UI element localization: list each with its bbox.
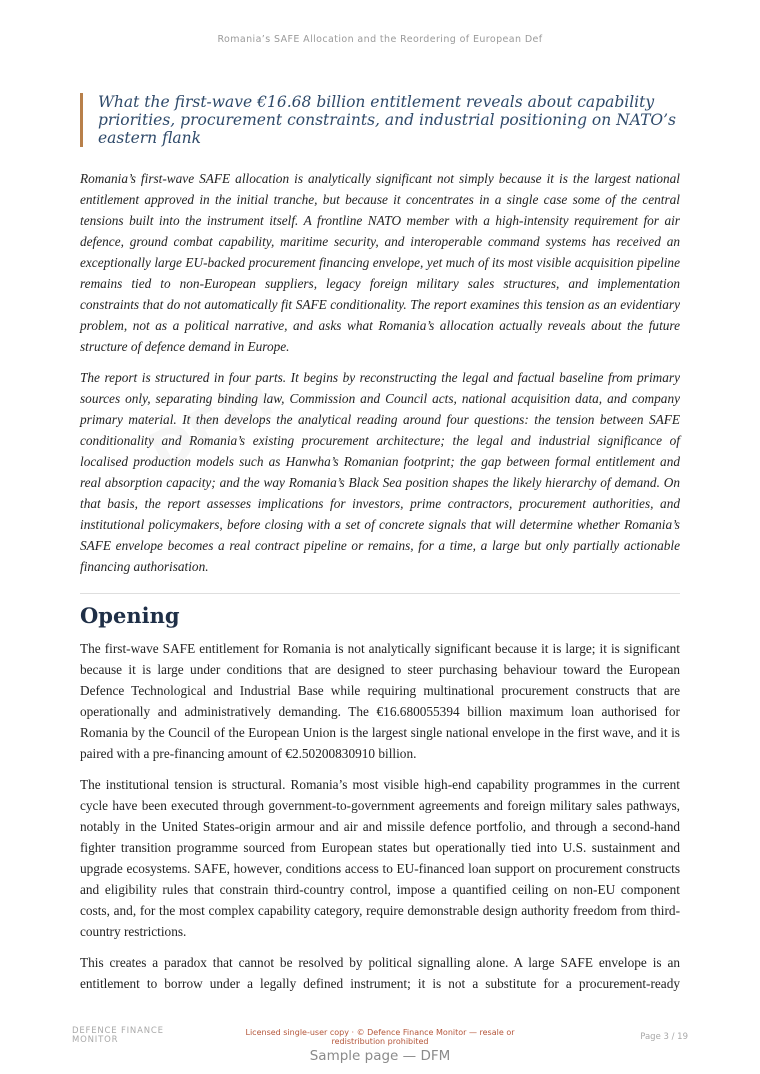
abstract-paragraph: The report is structured in four parts. It begins by reconstructing the legal and factual baseline from primary sources only, separating binding law, Commission and Council acts, national acquisition data, and company primary material. It then develops the analytical reading around four questions: the tension between SAFE conditionality and Romania’s existing procurement architecture; the legal and industrial significance of localised production models such as Hanwha’s Romanian footprint; the gap between formal entitlement and real absorption capacity; and the way Romania’s Black Sea position shapes the likely hierarchy of demand. On that basis, the report assesses implications for investors, prime contractors, procurement authorities, and institutional policymakers, before closing with a set of concrete signals that will determine whether Romania’s SAFE envelope becomes a real contract pipeline or remains, for a time, a large but only partially actionable financing authorisation.	[80, 370, 680, 574]
abstract	[80, 168, 680, 577]
footer-brand: DEFENCE FINANCE MONITOR	[72, 1026, 164, 1045]
sample-page-label: Sample page — DFM	[309, 1048, 451, 1064]
main-content	[80, 168, 680, 1004]
running-header-title: Romania’s SAFE Allocation and the Reordering of European Def	[217, 34, 543, 45]
page-number: Page 3 / 19	[640, 1032, 688, 1042]
section-divider	[80, 593, 680, 594]
standfirst: What the first-wave €16.68 billion entitlement reveals about capability priorities, procurement constraints, and industrial positioning on NATO’s eastern flank	[80, 93, 688, 147]
abstract-paragraph: Romania’s first-wave SAFE allocation is analytically significant not simply because it is the largest national entitlement approved in the initial tranche, but because it concentrates in a single case some of the central tensions built into the instrument itself. A frontline NATO member with a high-intensity requirement for air defence, ground combat capability, maritime security, and interoperable command systems has received an exceptionally large EU-backed procurement financing envelope, yet much of its most visible acquisition pipeline remains tied to non-European suppliers, legacy foreign military sales structures, and implementation constraints that do not automatically fit SAFE conditionality. The report examines this tension as an evidentiary problem, not as a political narrative, and asks what Romania’s allocation actually reveals about the future structure of defence demand in Europe.	[80, 171, 680, 354]
footer-license-notice: Licensed single-user copy · © Defence Finance Monitor — resale or redistribution prohibited	[245, 1028, 515, 1046]
body-paragraph: The first-wave SAFE entitlement for Romania is not analytically significant because it is large; it is significant because it is large under conditions that are designed to steer purchasing behaviour toward the European Defence Technological and Industrial Base while requiring multinational procurement constructs that are operationally and administratively demanding. The €16.680055394 billion maximum loan authorised for Romania by the Council of the European Union is the largest single national envelope in the first wave, and it is paired with a pre-financing amount of €2.50200830910 billion.	[80, 641, 680, 761]
body-paragraph: The institutional tension is structural. Romania’s most visible high-end capability programmes in the current cycle have been executed through government-to-government agreements and foreign military sales pathways, notably in the United States-origin armour and air and missile defence portfolio, and through a second-hand fighter transition programme sourced from European states but operationally tied into U.S. sustainment and upgrade ecosystems. SAFE, however, conditions access to EU-financed loan support on procurement constructs and eligibility rules that constrain third-country control, impose a quantified ceiling on non-EU component costs, and, for the most complex capability category, require demonstrable design authority freedom from third-country restrictions.	[80, 777, 680, 939]
section-heading: Opening	[80, 603, 180, 628]
body-paragraph: This creates a paradox that cannot be resolved by political signalling alone. A large SAFE envelope is an entitlement to borrow under a legally defined instrument; it is not a substitute for a procurement-ready	[80, 955, 680, 991]
